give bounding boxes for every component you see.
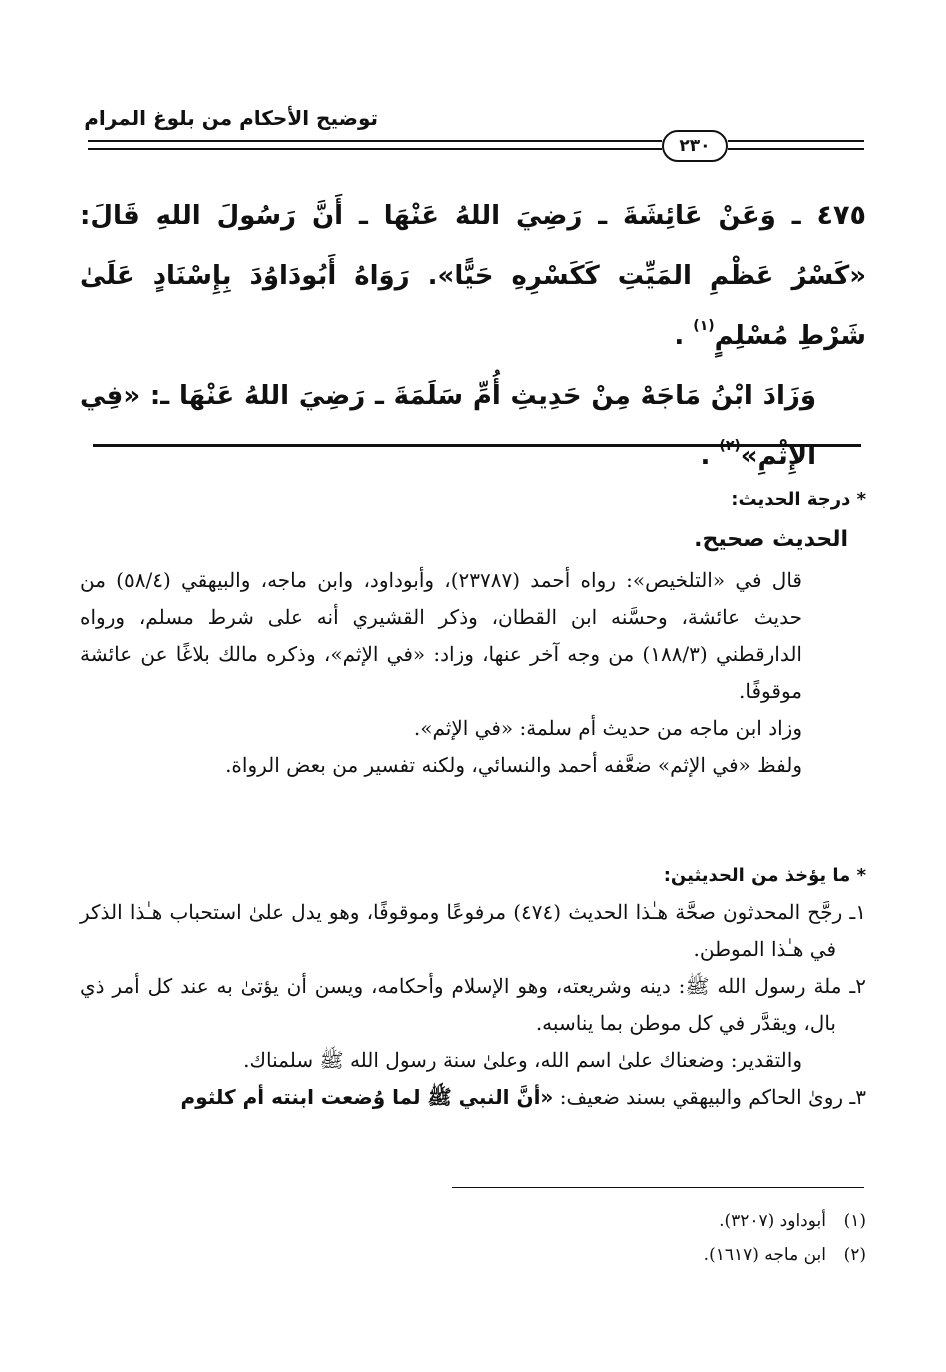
header-rule-right-lower (728, 148, 864, 150)
hadith-text: وَعَنْ عَائِشَةَ ـ رَضِيَ اللهُ عَنْهَا ـ أَنَّ رَسُولَ اللهِ قَالَ: «كَسْرُ عَظْمِ المَيِّتِ كَكَسْرِهِ حَيًّا». رَوَاهُ أَبُودَاوُدَ بِإِسْنَادٍ عَلَىٰ شَرْطِ مُسْلِمٍ (80, 201, 866, 351)
hadith-paragraph-1: ٤٧٥ ـ وَعَنْ عَائِشَةَ ـ رَضِيَ اللهُ عَنْهَا ـ أَنَّ رَسُولَ اللهِ قَالَ: «كَسْرُ عَظْمِ المَيِّتِ كَكَسْرِهِ حَيًّا». رَوَاهُ أَبُودَاوُدَ بِإِسْنَادٍ عَلَىٰ شَرْطِ مُسْلِمٍ$^{(١)}$ . (80, 200, 866, 351)
footnote-1 (400, 1204, 866, 1238)
footnote-rule (452, 1187, 864, 1188)
header-rule-left (88, 140, 662, 142)
header-rule-left-lower (88, 148, 662, 150)
grade-paragraph-2: وزاد ابن ماجه من حديث أم سلمة: «في الإثم». (413, 716, 802, 740)
grade-heading: * درجة الحديث: (731, 489, 866, 510)
running-header-title: توضيح الأحكام من بلوغ المرام (84, 106, 378, 130)
footnote-2 (400, 1238, 866, 1272)
hadith-block (80, 186, 866, 486)
lessons-heading: * ما يؤخذ من الحديثين: (663, 865, 866, 886)
lesson-item-3 (80, 1079, 866, 1116)
hadith-addition: وَزَادَ ابْنُ مَاجَهْ مِنْ حَدِيثِ أُمِّ سَلَمَةَ ـ رَضِيَ اللهُ عَنْهَا ـ: «فِي الإِثْمِ» (80, 381, 816, 471)
header-rule-right (728, 140, 864, 142)
hadith-period-1: . (674, 321, 685, 351)
grade-statement: الحديث صحيح. (694, 527, 848, 552)
grade-paragraph-3: ولفظ «في الإثم» ضعَّفه أحمد والنسائي، ولكنه تفسير من بعض الرواة. (225, 753, 802, 777)
footnote-1-text: أبوداود (٣٢٠٧). (719, 1211, 826, 1231)
grade-paragraph-1: قال في «التلخيص»: رواه أحمد (٢٣٧٨٧)، وأبوداود، وابن ماجه، والبيهقي (٥٨/٤) من حديث عائشة، وحسَّنه ابن القطان، وذكر القشيري أنه على شرط مسلم، ورواه الدارقطني (١٨٨/٣) من وجه آخر عنها، وزاد: «في الإثم»، وذكره مالك بلاغًا عن عائشة موقوفًا. (80, 568, 802, 703)
footnote-ref-1[interactable]: (١) (693, 318, 715, 334)
hadith-number: ٤٧٥ (816, 200, 866, 231)
lessons-section (80, 858, 866, 1116)
lesson-item-1: ١ـ رجَّح المحدثون صحَّة هـٰذا الحديث (٤٧٤) مرفوعًا وموقوفًا، وهو يدل علىٰ استحباب هـٰذا الذكر في هـٰذا الموطن. (80, 900, 866, 961)
hadith-period-2: . (700, 441, 711, 471)
grade-section (80, 482, 866, 784)
footnote-2-number: (٢) (843, 1245, 866, 1265)
lesson-item-2: ٢ـ ملة رسول الله ﷺ: دينه وشريعته، وهو الإسلام وأحكامه، ويسن أن يؤتىٰ به عند كل أمر ذي بال، ويقدَّر في كل موطن بما يناسبه. (80, 974, 866, 1035)
footnote-2-text: ابن ماجه (١٦١٧). (703, 1245, 826, 1265)
lesson-item-3-quote: «أنَّ النبي ﷺ لما وُضعت ابنته أم كلثوم (180, 1085, 554, 1109)
footnote-1-number: (١) (843, 1211, 866, 1231)
page-number: ٢٣٠ (662, 130, 728, 162)
footnote-ref-2[interactable]: (٢) (719, 438, 741, 454)
hadith-paragraph-2 (80, 366, 866, 486)
footnotes (400, 1204, 866, 1272)
section-divider (93, 444, 861, 447)
lesson-item-2-note: والتقدير: وضعناك علىٰ اسم الله، وعلىٰ سنة رسول الله ﷺ سلمناك. (243, 1048, 802, 1072)
lesson-item-3-text: ٣ـ روىٰ الحاكم والبيهقي بسند ضعيف: (553, 1085, 866, 1109)
